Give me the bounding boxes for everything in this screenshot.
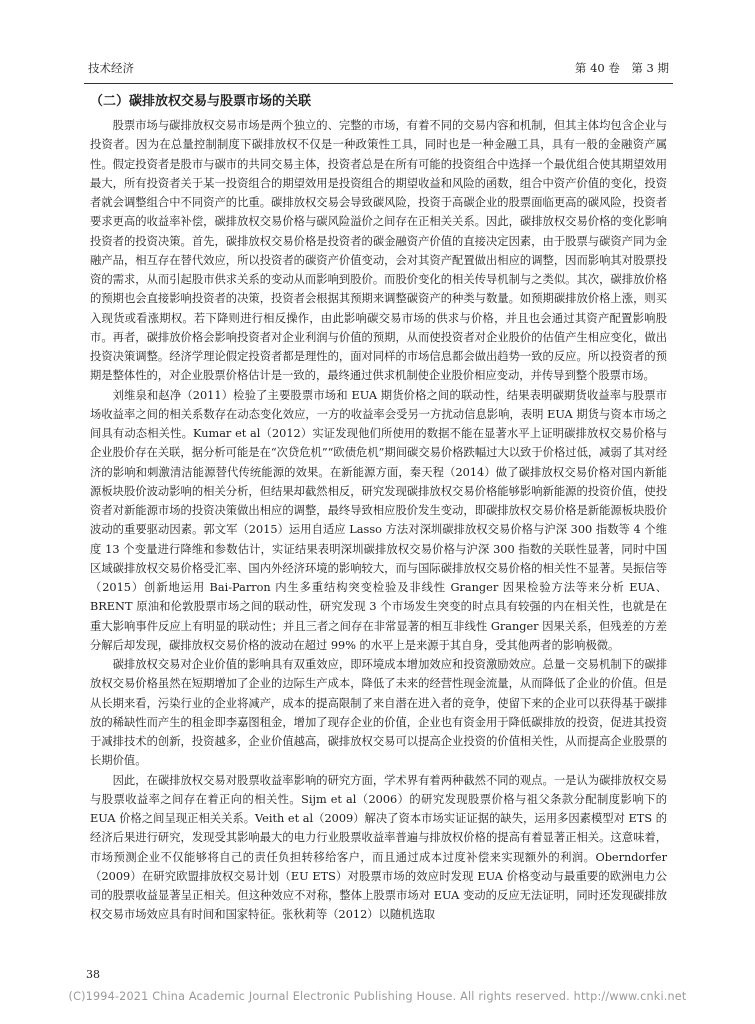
running-header-journal: 技术经济 (88, 61, 134, 75)
header-divider (84, 83, 673, 84)
article-body (90, 92, 667, 925)
copyright-watermark: (C)1994-2021 China Academic Journal Electronic Publishing House. All rights reserved. http://www.cnki.net (68, 990, 687, 1003)
section-heading: （二）碳排放权交易与股票市场的关联 (90, 94, 312, 109)
paragraph-1: 股票市场与碳排放权交易市场是两个独立的、完整的市场，有着不同的交易内容和机制，但其主体均包含企业与投资者。因为在总量控制制度下碳排放权不仅是一种政策性工具，同时也是一种金融工具，具有一般的金融资产属性。假定投资者是股市与碳市的共同交易主体，投资者总是在所有可能的投资组合中选择一个最优组合使其期望效用最大，所有投资者关于某一投资组合的期望效用是投资组合的期望收益和风险的函数，组合中资产价值的变化，投资者就会调整组合中不同资产的比重。碳排放权交易会导致碳风险，投资于高碳企业的股票面临更高的碳风险，投资者要求更高的收益率补偿，碳排放权交易价格与碳风险溢价之间存在正相关关系。因此，碳排放权交易价格的变化影响投资者的投资决策。首先，碳排放权交易价格是投资者的碳金融资产价值的直接决定因素，由于股票与碳资产同为金融产品，相互存在替代效应，所以投资者的碳资产价值变动，会对其资产配置做出相应的调整，因而影响其对股票投资的需求，从而引起股市供求关系的变动从而影响到股价。而股价变化的相关传导机制与之类似。其次，碳排放价格的预期也会直接影响投资者的决策，投资者会根据其预期来调整碳资产的种类与数量。如预期碳排放价格上涨，则买入现货或看涨期权。若下降则进行相反操作，由此影响碳交易市场的供求与价格，并且也会通过其资产配置影响股市。再者，碳排放价格会影响投资者对企业利润与价值的预期，从而使投资者对企业股价的估值产生相应变化，做出投资决策调整。经济学理论假定投资者都是理性的，面对同样的市场信息都会做出趋势一致的反应。所以投资者的预期是整体性的，对企业股票价格估计是一致的，最终通过供求机制使企业股价相应变动，并传导到整个股票市场。 (90, 119, 667, 383)
running-header-issue: 第 40 卷 第 3 期 (574, 61, 669, 75)
paragraph-2: 刘维泉和赵净（2011）检验了主要股票市场和 EUA 期货价格之间的联动性，结果表明碳期货收益率与股票市场收益率之间的相关系数存在动态变化效应，一方的收益率会受另一方扰动信息影响，表明 EUA 期货与资本市场之间具有动态相关性。Kumar et al（2012）实证发现他们所使用的数据不能在显著水平上证明碳排放权交易价格与企业股价存在关联，据分析可能是在“次贷危机”“欧债危机”期间碳交易价格跌幅过大以致于价格过低，减弱了其对经济的影响和刺激清洁能源替代传统能源的效果。在新能源方面，秦天程（2014）做了碳排放权交易价格对国内新能源板块股价波动影响的相关分析，但结果却截然相反，研究发现碳排放权交易价格能够影响新能源的投资价值，使投资者对新能源市场的投资决策做出相应的调整，最终导致相应股价发生变动，即碳排放权交易价格是新能源板块股价波动的重要驱动因素。郭文军（2015）运用自适应 Lasso 方法对深圳碳排放权交易价格与沪深 300 指数等 4 个维度 13 个变量进行降维和参数估计，实证结果表明深圳碳排放权交易价格与沪深 300 指数的关联性显著，同时中国区域碳排放权交易价格受汇率、国内外经济环境的影响较大，而与国际碳排放权交易价格的相关性不显著。吴振信等（2015）创新地运用 Bai-Parron 内生多重结构突变检验及非线性 Granger 因果检验方法等来分析 EUA、BRENT 原油和伦敦股票市场之间的联动性，研究发现 3 个市场发生突变的时点具有较强的内在相关性，也就是在重大影响事件反应上有明显的联动性；并且三者之间存在非常显著的相互非线性 Granger 因果关系，但残差的方差分解后却发现，碳排放权交易价格的波动在超过 99% 的水平上是来源于其自身，受其他两者的影响极微。 (90, 388, 667, 652)
paragraph-3: 碳排放权交易对企业价值的影响具有双重效应，即环境成本增加效应和投资激励效应。总量－交易机制下的碳排放权交易价格虽然在短期增加了企业的边际生产成本，降低了未来的经营性现金流量，从而降低了企业的价值。但是从长期来看，污染行业的企业将减产，成本的提高限制了来自潜在进入者的竞争，使留下来的企业可以获得基于碳排放的稀缺性而产生的租金即李嘉图租金，增加了现存企业的价值，企业也有资金用于降低碳排放的投资，促进其投资于减排技术的创新，投资越多，企业价值越高，碳排放权交易可以提高企业投资的价值相关性，从而提高企业股票的长期价值。 (90, 658, 667, 768)
paragraph-4: 因此，在碳排放权交易对股票收益率影响的研究方面，学术界有着两种截然不同的观点。一是认为碳排放权交易与股票收益率之间存在着正向的相关性。Sijm et al（2006）的研究发现股票价格与祖父条款分配制度影响下的 EUA 价格之间呈现正相关关系。Veith et al（2009）解决了资本市场实证证据的缺失，运用多因素模型对 ETS 的经济后果进行研究，发现受其影响最大的电力行业股票收益率普遍与排放权价格的提高有着显著正相关。这意味着，市场预测企业不仅能够将自己的责任负担转移给客户，而且通过成本过度补偿来实现额外的利润。Oberndorfer（2009）在研究欧盟排放权交易计划（EU ETS）对股票市场的效应时发现 EUA 价格变动与最重要的欧洲电力公司的股票收益显著呈正相关。但这种效应不对称，整体上股票市场对 EUA 变动的反应无法证明，同时还发现碳排放权交易市场效应具有时间和国家特征。张秋莉等（2012）以随机选取 (90, 773, 667, 922)
page-number: 38 (86, 968, 100, 981)
